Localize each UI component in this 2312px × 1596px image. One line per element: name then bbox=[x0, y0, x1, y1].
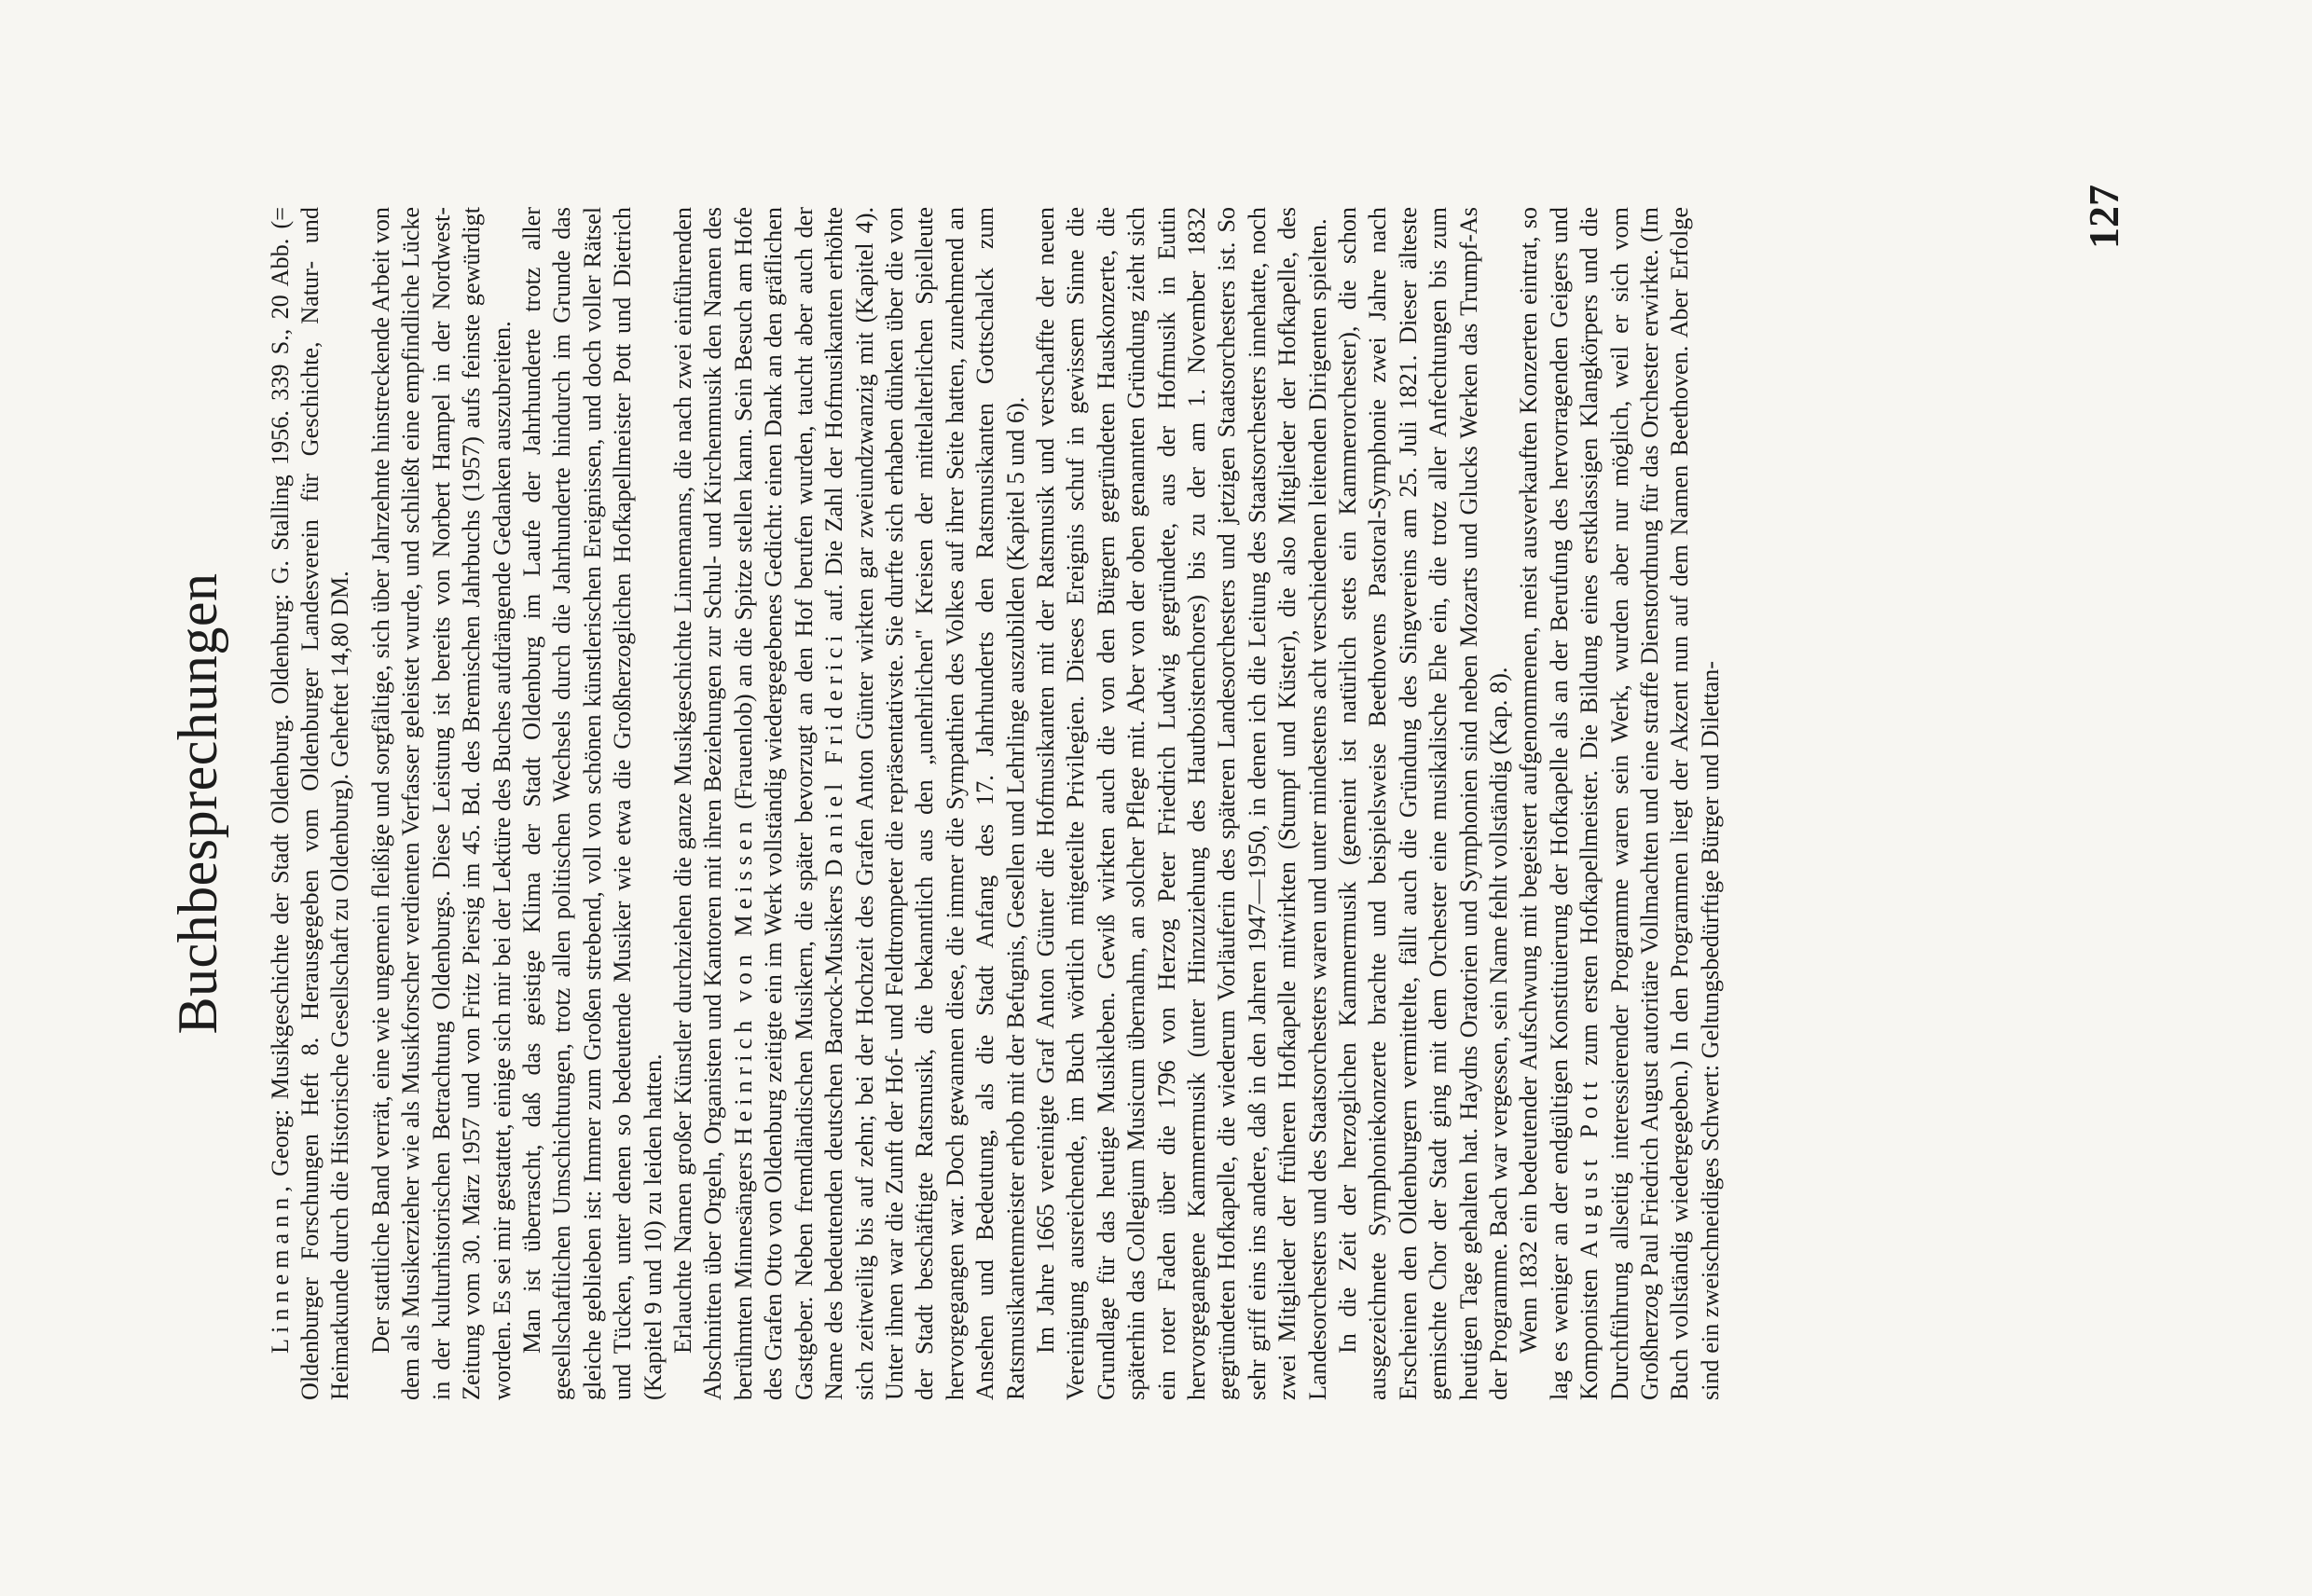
paragraph-6-part-b: zum ersten Hofkapellmeister. Die Bildung eines erstklassigen Klangkörpers und die Durchführung allseitig interessierender Programme waren sein Werk, wurden aber nur möglich, weil er sich vom Großherzog Paul Friedrich August autoritäre Vollmachten und eine straffe Dienstordnung für das Orchester erwirkte. (Im Buch vollständig wiedergegeben.) In den Programmen liegt der Akzent nun auf dem Namen Beethoven. Aber Erfolge sind ein zweischneidiges Schwert: Geltungsbedürftige Bürger und Dilettan- bbox=[1576, 207, 1724, 1400]
name-august-pott: August Pott bbox=[1576, 1076, 1603, 1259]
paragraph-5: In die Zeit der herzoglichen Kammermusik (gemeint ist natürlich stets ein Kammerorchester), die schon ausgezeichnete Symphoniekonzerte brachte und beispielsweise Beethovens Pastoral-Symphonie zwei Jahre nach Erscheinen den Oldenburgern vermittelte, fällt auch die Gründung des Singvereins am 25. Juli 1821. Dieser älteste gemischte Chor der Stadt ging mit dem Orchester eine musikalische Ehe ein, die trotz aller Anfechtungen bis zum heutigen Tage gehalten hat. Haydns Oratorien und Symphonien sind neben Mozarts und Glucks Werken das Trumpf-As der Programme. Bach war vergessen, sein Name fehlt vollständig (Kap. 8). bbox=[1334, 207, 1513, 1400]
paragraph-3-part-c: auf. Die Zahl der Hofmusikanten erhöhte sich zeitweilig bis auf zehn; bei der Hochzeit des Grafen Anton Günter wirkten gar zweiundzwanzig mit (Kapitel 4). Unter ihnen war die Zunft der Hof- und Feldtrompeter die repräsentativste. Sie durfte sich erhaben dünken über die von der Stadt beschäftigte Ratsmusik, die bekanntlich aus den „unehrlichen" Kreisen der mittelalterlichen Spielleute hervorgegangen war. Doch gewannen diese, die immer die Sympathien des Volkes auf ihrer Seite hatten, zunehmend an Ansehen und Bedeutung, als die Stadt Anfang des 17. Jahrhunderts den Ratsmusikanten Gottschalck zum Ratsmusikantenmeister erhob mit der Befugnis, Gesellen und Lehrlinge auszubilden (Kapitel 5 und 6). bbox=[820, 206, 1029, 1400]
page-content bbox=[166, 207, 1726, 1400]
section-heading: Buchbesprechungen bbox=[167, 572, 228, 1035]
paragraph-3-part-a: Erlauchte Namen großer Künstler durchziehen die ganze Musikgeschichte Linnemanns, die nach zwei einführenden Abschnitten über Orgeln, Organisten und Kantoren mit ihren Beziehungen zur Schul- und Kirchenmusik den Namen des berühmten Minnesängers bbox=[669, 207, 757, 1400]
page-number: 127 bbox=[2080, 185, 2127, 249]
paragraph-3 bbox=[668, 207, 1031, 1400]
name-heinrich-von-meissen: Heinrich von Meissen bbox=[729, 816, 757, 1146]
paragraph-4: Im Jahre 1665 vereinigte Graf Anton Günter die Hofmusikanten mit der Ratsmusik und verschaffte der neuen Vereinigung ausreichende, im Buch wörtlich mitgeteilte Privilegien. Dieses Ereignis schuf in gewissem Sinne die Grundlage für das heutige Musikleben. Gewiß wirkten auch die von den Bürgern gegründeten Hauskonzerte, die späterhin das Collegium Musicum übernahm, an solcher Pflege mit. Aber von der oben genannten Gründung zieht sich ein roter Faden über die 1796 von Herzog Peter Friedrich Ludwig gegründete, aus der Hofmusik in Eutin hervorgegangene Kammermusik (unter Hinzuziehung des Hautboistenchores) bis zu der am 1. November 1832 gegründeten Hofkapelle, die wiederum Vorläuferin des späteren Landesorchesters und jetzigen Staatsorchesters ist. So sehr griff eins ins andere, daß in den Jahren 1947—1950, in denen ich die Leitung des Staatsorchesters innehatte, noch zwei Mitglieder der früheren Hofkapelle mitwirkten (Stumpf und Küster), die also Mitglieder der Hofkapelle, des Landesorchesters und des Staatsorchesters waren und unter mindestens acht verschiedenen leitenden Dirigenten spielten. bbox=[1031, 207, 1331, 1400]
entry-author: Linnemann bbox=[267, 1191, 294, 1354]
paragraph-3-part-b: (Frauenlob) an die Spitze stellen kann. Sein Besuch am Hofe des Grafen Otto von Oldenburg zeitigte ein im Werk vollständig wiedergegebenes Gedicht: einen Dank an den gräflichen Gastgeber. Neben fremdländischen Musikern, die später bevorzugt an den Hof berufen wurden, taucht aber auch der Name des bedeutenden deutschen Barock-Musikers bbox=[729, 207, 848, 1400]
entry-citation: , Georg: Musikgeschichte der Stadt Oldenburg. Oldenburg: G. Stalling 1956. 339 S., 20 Abb. (= Oldenburger Forschungen Heft 8. Herausgegeben vom Oldenburger Landesverein für Geschichte, Natur- und Heimatkunde durch die Historische Gesellschaft zu Oldenburg). Geheftet 14,80 DM. bbox=[267, 207, 353, 1400]
bibliographic-entry bbox=[266, 207, 355, 1400]
paragraph-1: Der stattliche Band verrät, eine wie ungemein fleißige und sorgfältige, sich über Jahrzehnte hinstreckende Arbeit von dem als Musikerzieher wie als Musikforscher verdienten Verfasser geleistet wurde, und schließt eine empfindliche Lücke in der kulturhistorischen Betrachtung Oldenburgs. Diese Leistung ist bereits von Norbert Hampel in der Nordwest-Zeitung vom 30. März 1957 und von Fritz Piersig im 45. Bd. des Bremischen Jahrbuchs (1957) aufs feinste gewürdigt worden. Es sei mir gestattet, einige sich mir bei der Lektüre des Buches aufdrängende Gedanken auszubreiten. bbox=[367, 207, 516, 1400]
paragraph-2: Man ist überrascht, daß das geistige Klima der Stadt Oldenburg im Laufe der Jahrhunderte trotz aller gesellschaftlichen Umschichtungen, trotz allen politischen Wechsels durch die Jahrhunderte hindurch im Grunde das gleiche geblieben ist: Immer zum Großen strebend, voll von schönen künstlerischen Ereignissen, und doch voller Rätsel und Tücken, unter denen so bedeutende Musiker wie etwa die Großherzoglichen Hofkapellmeister Pott und Dietrich (Kapitel 9 und 10) zu leiden hatten. bbox=[518, 207, 667, 1400]
name-daniel-friderici: Daniel Friderici bbox=[820, 629, 848, 877]
paragraph-6 bbox=[1514, 207, 1726, 1400]
paragraph-6-part-a: Wenn 1832 ein bedeutender Aufschwung mit begeistert aufgenommenen, meist ausverkauften Konzerten eintrat, so lag es weniger an der endgültigen Konstituierung der Hofkapelle als an der Berufung des hervorragenden Geigers und Komponisten bbox=[1515, 207, 1603, 1400]
